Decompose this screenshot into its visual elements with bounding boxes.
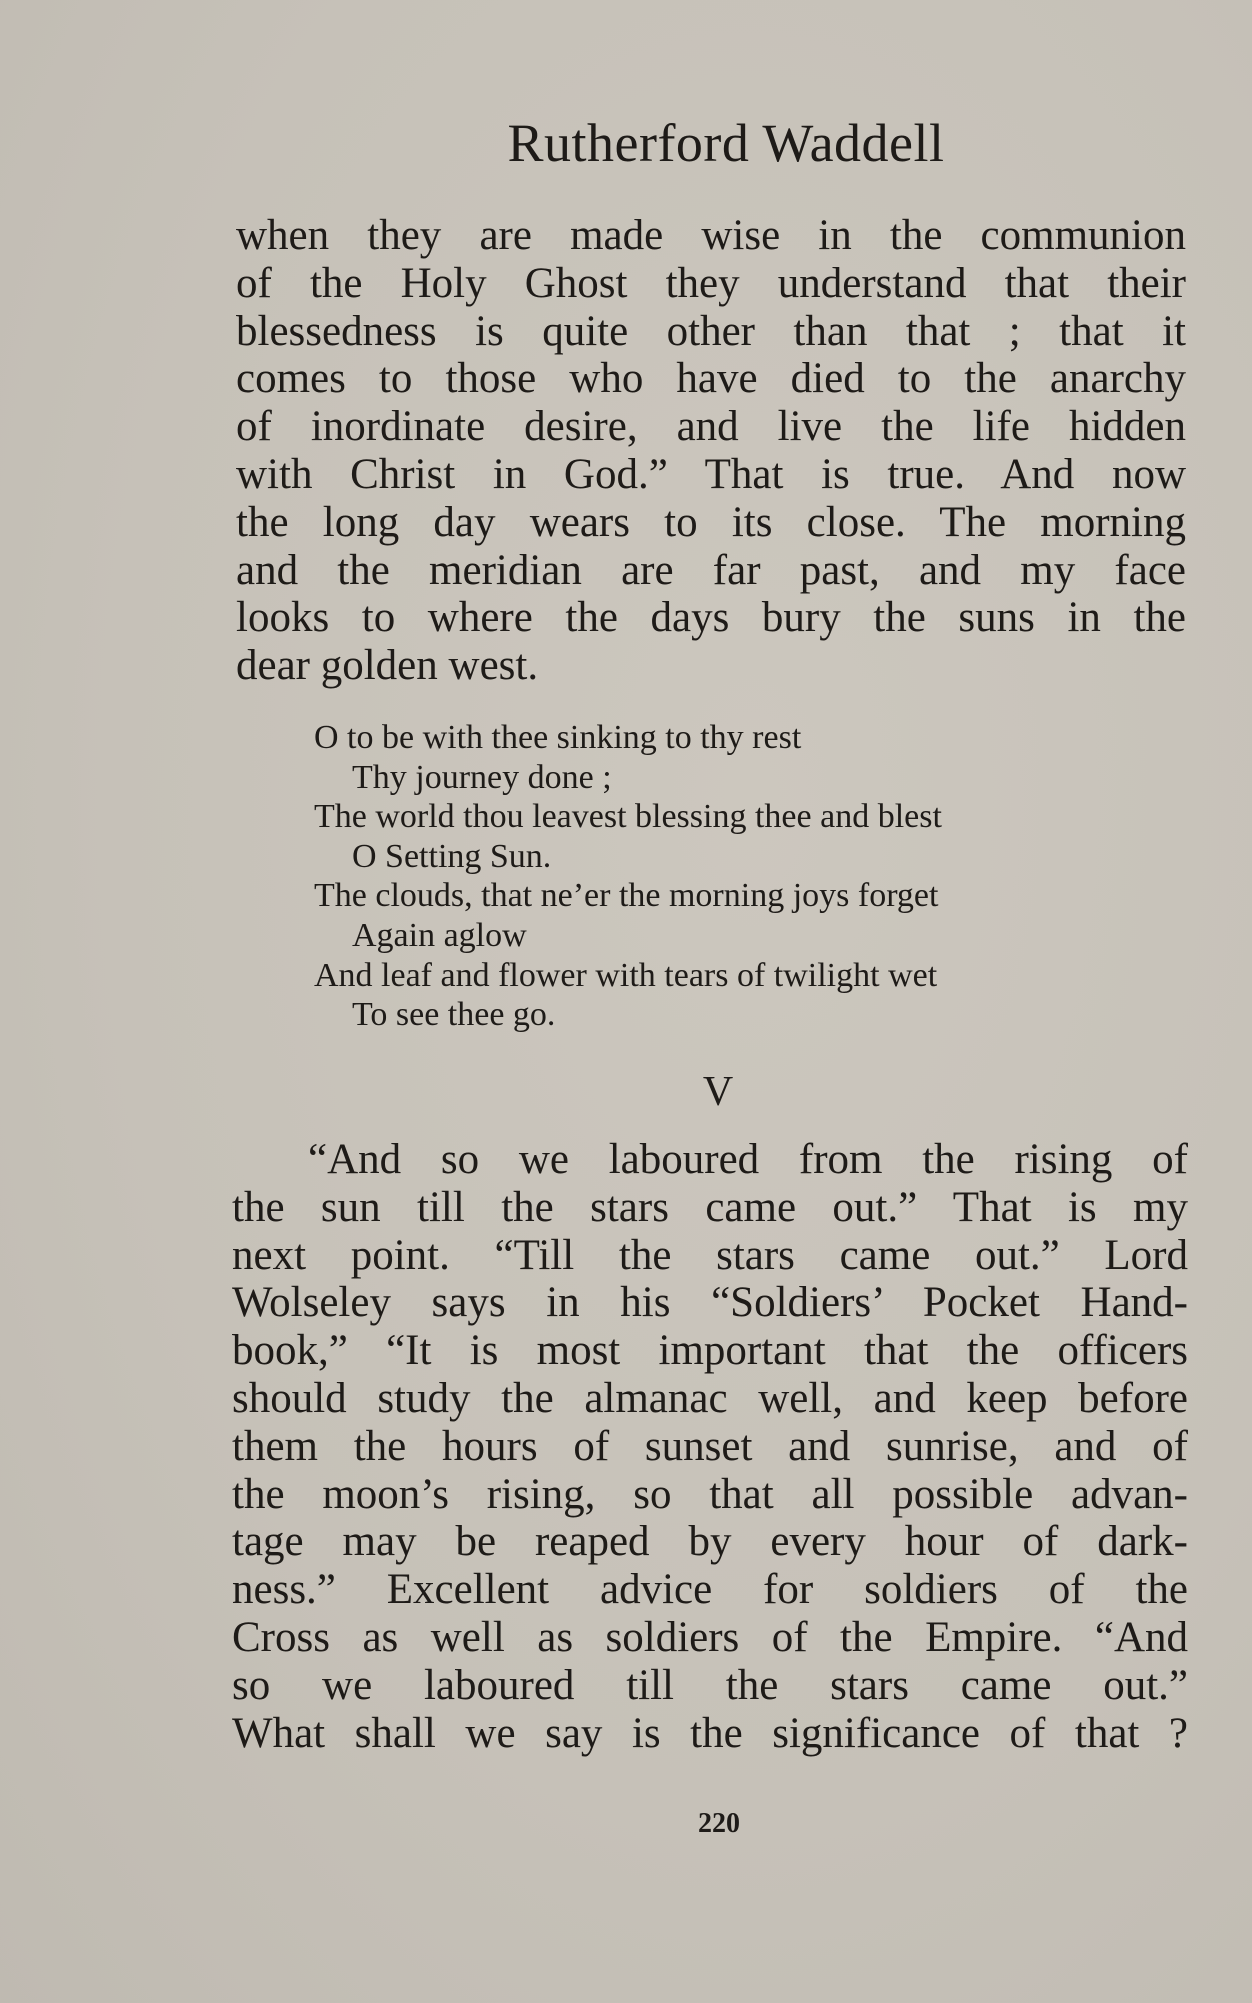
paragraph-line: of inordinate desire, and live the life hidden — [236, 403, 1186, 451]
verse-line: O to be with thee sinking to thy rest — [314, 719, 802, 756]
paragraph-line: the long day wears to its close. The morning — [236, 498, 1186, 546]
verse-line: Thy journey done ; — [352, 758, 612, 796]
paragraph-line: book,” “It is most important that the officers — [232, 1327, 1188, 1375]
verse-line: Again aglow — [352, 916, 527, 954]
paragraph-line: them the hours of sunset and sunrise, and of — [232, 1422, 1188, 1470]
running-head: Rutherford Waddell — [507, 113, 945, 173]
paragraph-line: looks to where the days bury the suns in the — [236, 594, 1186, 642]
paragraph-line: “And so we laboured from the rising of — [308, 1136, 1188, 1183]
paragraph-line: next point. “Till the stars came out.” Lord — [232, 1231, 1188, 1279]
section-number: V — [702, 1069, 734, 1115]
paragraph-line: of the Holy Ghost they understand that their — [236, 259, 1186, 307]
paragraph-line: tage may be reaped by every hour of dark- — [232, 1518, 1188, 1566]
paragraph-line: comes to those who have died to the anarchy — [236, 355, 1186, 403]
paragraph-line: when they are made wise in the communion — [236, 212, 1186, 259]
paragraph-line: with Christ in God.” That is true. And now — [236, 450, 1186, 498]
paragraph-line: Wolseley says in his “Soldiers’ Pocket Hand- — [232, 1279, 1188, 1327]
verse-line: The clouds, that ne’er the morning joys forget — [314, 877, 939, 915]
verse-stanza — [314, 718, 942, 1035]
paragraph-line: the moon’s rising, so that all possible advan- — [232, 1470, 1188, 1518]
paragraph-line: ness.” Excellent advice for soldiers of the — [232, 1566, 1188, 1614]
paragraph-2 — [232, 1136, 1188, 1757]
paragraph-line: and the meridian are far past, and my face — [236, 546, 1186, 594]
paragraph-line: blessedness is quite other than that ; that it — [236, 307, 1186, 355]
verse-line: To see thee go. — [352, 996, 556, 1034]
paragraph-line: should study the almanac well, and keep before — [232, 1374, 1188, 1422]
paragraph-line: dear golden west. — [236, 642, 539, 690]
paragraph-line: Cross as well as soldiers of the Empire. “And — [232, 1613, 1188, 1661]
verse-line: And leaf and flower with tears of twilight wet — [314, 956, 938, 994]
paragraph-line: so we laboured till the stars came out.” — [232, 1661, 1188, 1709]
paragraph-1 — [236, 212, 1186, 690]
verse-line: O Setting Sun. — [352, 837, 552, 875]
paragraph-line: What shall we say is the significance of that ? — [232, 1709, 1188, 1757]
paragraph-line: the sun till the stars came out.” That is my — [232, 1183, 1188, 1231]
verse-line: The world thou leavest blessing thee and blest — [314, 798, 942, 836]
page-number: 220 — [698, 1808, 740, 1839]
